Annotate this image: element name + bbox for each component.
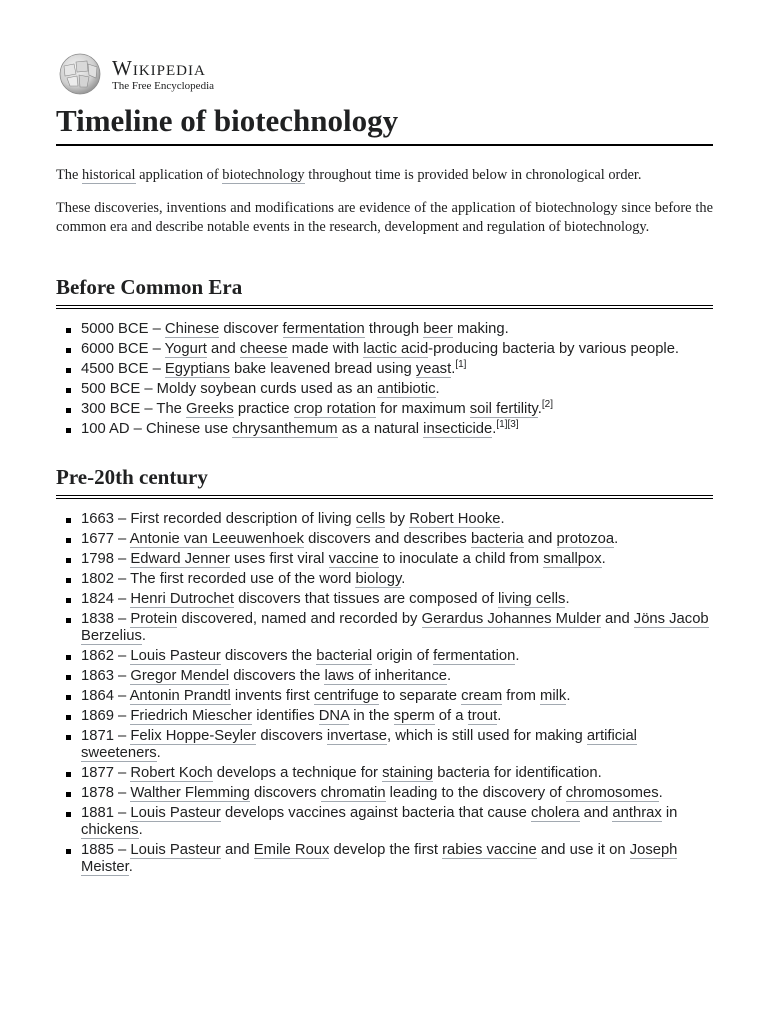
list-item: 6000 BCE – Yogurt and cheese made with lactic acid-producing bacteria by various people. [56,341,713,358]
wiki-link[interactable]: bacterial [316,648,373,664]
list-item: 1663 – First recorded description of living cells by Robert Hooke. [56,511,713,528]
site-name: Wikipedia [112,56,206,80]
wiki-link[interactable]: DNA [318,708,350,724]
list-item: 500 BCE – Moldy soybean curds used as an antibiotic. [56,381,713,398]
wiki-link[interactable]: laws of inheritance [324,668,448,684]
wiki-link[interactable]: Henri Dutrochet [130,591,234,607]
wiki-link[interactable]: anthrax [612,805,662,821]
wiki-link[interactable]: fermentation [282,321,365,337]
wiki-link[interactable]: Jöns Jacob Berzelius [81,611,709,644]
wiki-link[interactable]: invertase [326,728,387,744]
wiki-link[interactable]: biology [355,571,402,587]
list-item: 1798 – Edward Jenner uses first viral vaccine to inoculate a child from smallpox. [56,551,713,568]
wiki-link[interactable]: Yogurt [164,341,207,357]
wiki-link[interactable]: trout [467,708,498,724]
wiki-link[interactable]: protozoa [556,531,615,547]
page-title: Timeline of biotechnology [56,102,713,146]
wiki-link[interactable]: Louis Pasteur [130,842,221,858]
wikipedia-globe-icon[interactable] [56,52,104,96]
list-item: 1863 – Gregor Mendel discovers the laws of inheritance. [56,668,713,685]
wiki-link[interactable]: Friedrich Miescher [130,708,253,724]
list-item: 5000 BCE – Chinese discover fermentation through beer making. [56,321,713,338]
citation-link[interactable]: [2] [541,399,553,411]
wiki-link[interactable]: vaccine [328,551,379,567]
citation-link[interactable]: [1][3] [496,419,519,431]
wiki-link[interactable]: centrifuge [313,688,379,704]
wiki-link[interactable]: Felix Hoppe-Seyler [130,728,257,744]
wiki-link[interactable]: chrysanthemum [232,421,338,437]
wiki-link[interactable]: Emile Roux [253,842,330,858]
wiki-link[interactable]: milk [540,688,567,704]
list-pre-20th-century [56,511,713,876]
wiki-link[interactable]: crop rotation [293,401,377,417]
list-item: 1838 – Protein discovered, named and recorded by Gerardus Johannes Mulder and Jöns Jacob Berzelius. [56,611,713,645]
wiki-link[interactable]: Louis Pasteur [130,805,221,821]
list-item: 4500 BCE – Egyptians bake leavened bread using yeast.[1] [56,361,713,378]
list-item: 1864 – Antonin Prandtl invents first centrifuge to separate cream from milk. [56,688,713,705]
wiki-link[interactable]: beer [423,321,453,337]
list-item: 1869 – Friedrich Miescher identifies DNA in the sperm of a trout. [56,708,713,725]
wiki-link[interactable]: bacteria [470,531,524,547]
citation [496,419,518,430]
list-item: 300 BCE – The Greeks practice crop rotation for maximum soil fertility.[2] [56,401,713,418]
wikipedia-wordmark [112,56,214,92]
intro-paragraph-2: These discoveries, inventions and modifications are evidence of the application of biotechnology since before the common era and describe notable events in the research, development and regulation of biotechnology. [56,200,713,235]
article-page [56,52,713,879]
wiki-link[interactable]: Gerardus Johannes Mulder [421,611,601,627]
citation [542,399,553,410]
wiki-link[interactable]: Walther Flemming [130,785,250,801]
wiki-link[interactable]: staining [382,765,434,781]
wiki-link[interactable]: artificial sweeteners [81,728,637,761]
wiki-link[interactable]: Louis Pasteur [130,648,221,664]
wiki-link[interactable]: lactic acid [363,341,429,357]
list-item: 1802 – The first recorded use of the word biology. [56,571,713,588]
section-heading-before-common-era: Before Common Era [56,274,713,309]
wiki-link[interactable]: Chinese [164,321,220,337]
list-item: 1881 – Louis Pasteur develops vaccines against bacteria that cause cholera and anthrax in chickens. [56,805,713,839]
list-item: 100 AD – Chinese use chrysanthemum as a natural insecticide.[1][3] [56,421,713,438]
wiki-link[interactable]: antibiotic [377,381,436,397]
list-item: 1677 – Antonie van Leeuwenhoek discovers and describes bacteria and protozoa. [56,531,713,548]
wiki-link[interactable]: rabies vaccine [442,842,537,858]
wiki-link[interactable]: Greeks [186,401,234,417]
wiki-link[interactable]: Antonin Prandtl [129,688,231,704]
list-item: 1877 – Robert Koch develops a technique for staining bacteria for identification. [56,765,713,782]
wiki-link[interactable]: cholera [530,805,580,821]
wiki-link[interactable]: fermentation [433,648,516,664]
intro-paragraph-1: The historical application of biotechnology throughout time is provided below in chronological order. [56,167,642,183]
wiki-link[interactable]: smallpox [543,551,602,567]
wiki-link[interactable]: Protein [130,611,178,627]
wiki-link[interactable]: cheese [239,341,288,357]
wiki-link[interactable]: Joseph Meister [81,842,678,875]
wiki-link[interactable]: biotechnology [222,167,305,183]
site-branding[interactable] [56,52,713,96]
wiki-link[interactable]: chromatin [320,785,386,801]
wiki-link[interactable]: living cells [498,591,566,607]
list-item: 1878 – Walther Flemming discovers chromatin leading to the discovery of chromosomes. [56,785,713,802]
citation [455,359,466,370]
wiki-link[interactable]: soil fertility [469,401,538,417]
wiki-link[interactable]: sperm [393,708,435,724]
citation-link[interactable]: [1] [455,359,467,371]
list-item: 1885 – Louis Pasteur and Emile Roux develop the first rabies vaccine and use it on Joseph Meister. [56,842,713,876]
wiki-link[interactable]: insecticide [423,421,493,437]
wiki-link[interactable]: Gregor Mendel [130,668,230,684]
list-item: 1824 – Henri Dutrochet discovers that tissues are composed of living cells. [56,591,713,608]
site-tagline: The Free Encyclopedia [112,80,215,92]
wiki-link[interactable]: historical [81,167,136,183]
wiki-link[interactable]: Antonie van Leeuwenhoek [129,531,304,547]
list-item: 1871 – Felix Hoppe-Seyler discovers invertase, which is still used for making artificial sweeteners. [56,728,713,762]
wiki-link[interactable]: Edward Jenner [130,551,230,567]
wiki-link[interactable]: cells [355,511,386,527]
list-item: 1862 – Louis Pasteur discovers the bacterial origin of fermentation. [56,648,713,665]
wiki-link[interactable]: Egyptians [164,361,230,377]
wiki-link[interactable]: cream [461,688,503,704]
list-before-common-era [56,321,713,438]
wiki-link[interactable]: Robert Hooke [409,511,501,527]
wiki-link[interactable]: Robert Koch [130,765,213,781]
wiki-link[interactable]: chromosomes [565,785,659,801]
wiki-link[interactable]: chickens [81,822,139,838]
wiki-link[interactable]: yeast [415,361,452,377]
section-heading-pre-20th-century: Pre-20th century [56,464,713,499]
